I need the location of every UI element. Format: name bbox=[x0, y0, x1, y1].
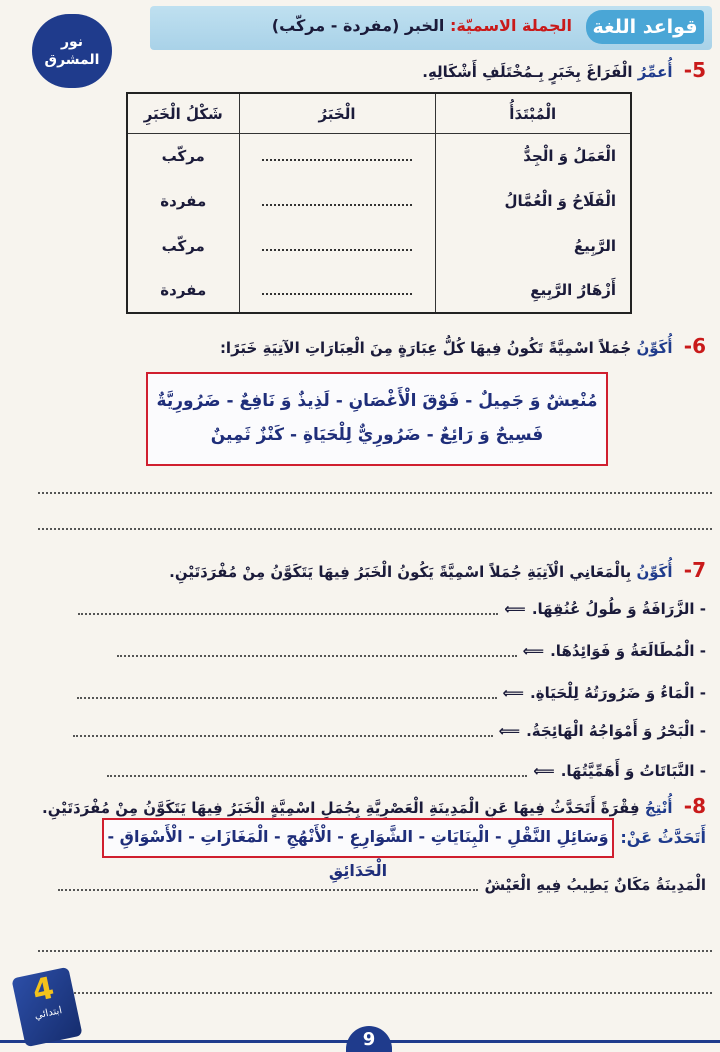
lesson-title bbox=[272, 16, 572, 35]
q7-item-text: - الزَّرَافَةُ وَ طُولُ عُنُقِهَا. bbox=[531, 600, 706, 618]
answer-blank[interactable] bbox=[239, 223, 435, 268]
q6-text: جُمَلاً اسْمِيَّةً تَكُونُ فِيهَا كُلُّ عِبَارَةٍ مِنَ الْعِبَارَاتِ الآتِيَةِ خَبَرًا: bbox=[219, 339, 632, 357]
publisher-badge bbox=[32, 14, 112, 88]
answer-blank[interactable] bbox=[78, 603, 498, 615]
subject-title: قواعد اللغة bbox=[586, 10, 704, 44]
arrow-icon: ⟸ bbox=[504, 600, 526, 618]
table-row bbox=[127, 268, 631, 313]
answer-blank[interactable] bbox=[58, 879, 478, 891]
q7-item bbox=[77, 684, 706, 702]
q8-instruction bbox=[42, 794, 706, 818]
arrow-icon: ⟸ bbox=[498, 722, 521, 740]
answer-line[interactable] bbox=[38, 528, 712, 530]
table-header-row bbox=[127, 93, 631, 134]
q7-verb: أُكَوِّنُ bbox=[636, 563, 673, 581]
q8-example: الْمَدِينَةُ مَكَانٌ يَطِيبُ فِيهِ الْعَيْشُ bbox=[484, 876, 706, 894]
badge-line-2: المشرق bbox=[44, 52, 100, 68]
q7-instruction bbox=[169, 558, 706, 582]
grade-number: 4 bbox=[29, 970, 58, 1010]
grade-text: ابتدائي bbox=[33, 1005, 64, 1022]
answer-line[interactable] bbox=[38, 992, 712, 994]
header-band bbox=[150, 6, 712, 50]
row-subject: الْفَلَاحُ وَ الْعُمَّالُ bbox=[435, 179, 631, 224]
answer-blank[interactable] bbox=[239, 134, 435, 179]
q7-text: بِالْمَعَانِي الْآتِيَةِ جُمَلاً اسْمِيَّةً يَكُونُ الْخَبَرُ فِيهَا يَتَكَوَّنُ مِنْ مُفْرَدَتَيْنِ. bbox=[169, 563, 632, 581]
q7-item-text: - النَّبَاتَاتُ وَ أَهَمِّيَّتُهَا. bbox=[560, 762, 706, 780]
row-form: مركّب bbox=[127, 223, 239, 268]
q6-word-box bbox=[146, 372, 608, 466]
lesson-topic: الخبر (مفردة - مركّب) bbox=[271, 16, 445, 35]
table-row bbox=[127, 223, 631, 268]
grade-badge bbox=[11, 967, 82, 1048]
row-form: مفردة bbox=[127, 268, 239, 313]
row-form: مفردة bbox=[127, 179, 239, 224]
answer-blank[interactable] bbox=[117, 645, 517, 657]
q5-verb: أُعمِّرُ bbox=[637, 63, 673, 81]
lesson-name: الجملة الاسميّة: bbox=[449, 16, 572, 35]
q7-item-text: - الْبَحْرُ وَ أَمْوَاجُهُ الْهَائِجَةُ. bbox=[526, 722, 706, 740]
q6-box-line-2: فَسِيحٌ وَ رَائِعٌ - ضَرُورِيٌّ لِلْحَيَاةِ - كَنْزٌ ثَمِينٌ bbox=[210, 425, 544, 445]
row-subject: الْعَمَلُ وَ الْجِدُّ bbox=[435, 134, 631, 179]
page-number: 9 bbox=[346, 1026, 392, 1052]
answer-blank[interactable] bbox=[77, 687, 497, 699]
table-row bbox=[127, 134, 631, 179]
q5-number: 5- bbox=[683, 58, 706, 82]
answer-blank[interactable] bbox=[107, 765, 527, 777]
q7-item bbox=[107, 762, 706, 780]
q6-verb: أُكَوِّنُ bbox=[636, 339, 673, 357]
q7-item bbox=[117, 642, 706, 660]
col-subject: الْمُبْتَدَأُ bbox=[435, 93, 631, 134]
q8-number: 8- bbox=[683, 794, 706, 818]
q7-item-text: - الْمُطَالَعَةُ وَ فَوَائِدُهَا. bbox=[550, 642, 706, 660]
row-subject: أَزْهَارُ الرَّبِيعِ bbox=[435, 268, 631, 313]
q6-box-line-1: مُنْعِشٌ وَ جَمِيلٌ - فَوْقَ الْأَغْصَانِ - لَذِيذٌ وَ نَافِعٌ - ضَرُورِيَّةٌ bbox=[156, 391, 598, 411]
q8-topics: وَسَائِلِ النَّقْلِ - الْبِنَايَاتِ - الشَّوَارِعِ - الْأَنْهُجِ - الْمَغَازَاتِ - الْأَسْوَاقِ - الْحَدَائِقِ bbox=[107, 827, 609, 880]
answer-blank[interactable] bbox=[73, 725, 493, 737]
q8-text: فِقْرَةً أَتَحَدَّثُ فِيهَا عَنِ الْمَدِينَةِ الْعَصْرِيَّةِ بِجُمَلٍ اسْمِيَّةٍ الْخَبَرُ فِيهَا يَتَكَوَّنُ مِنْ مُفْرَدَتَيْنِ. bbox=[42, 799, 640, 817]
q8-talk-label: أَتَحَدَّثُ عَنْ: bbox=[620, 828, 706, 847]
col-predicate: الْخَبَرُ bbox=[239, 93, 435, 134]
q8-verb: أُنْتِجُ bbox=[644, 799, 673, 817]
answer-line[interactable] bbox=[38, 950, 712, 952]
q7-item-text: - الْمَاءُ وَ ضَرُورَتُهُ لِلْحَيَاةِ. bbox=[530, 684, 706, 702]
q7-number: 7- bbox=[683, 558, 706, 582]
q7-item bbox=[78, 600, 706, 618]
answer-blank[interactable] bbox=[239, 268, 435, 313]
q6-instruction bbox=[220, 334, 706, 358]
arrow-icon: ⟸ bbox=[522, 642, 545, 660]
col-form: شَكْلُ الْخَبَرِ bbox=[127, 93, 239, 134]
row-subject: الرَّبِيعُ bbox=[435, 223, 631, 268]
answer-blank[interactable] bbox=[239, 179, 435, 224]
arrow-icon: ⟸ bbox=[533, 762, 555, 780]
q8-example-line bbox=[58, 876, 706, 894]
q5-instruction bbox=[422, 58, 706, 82]
badge-line-1: نور bbox=[60, 34, 84, 50]
q5-text: الْفَرَاغَ بِخَبَرٍ بِـمُخْتَلَفِ أَشْكَالِهِ. bbox=[422, 63, 633, 81]
q8-topics-box bbox=[102, 818, 614, 880]
q6-number: 6- bbox=[683, 334, 706, 358]
row-form: مركّب bbox=[127, 134, 239, 179]
answer-line[interactable] bbox=[38, 492, 712, 494]
q7-item bbox=[73, 722, 706, 740]
arrow-icon: ⟸ bbox=[502, 684, 525, 702]
q5-table bbox=[126, 92, 632, 314]
table-row bbox=[127, 179, 631, 224]
